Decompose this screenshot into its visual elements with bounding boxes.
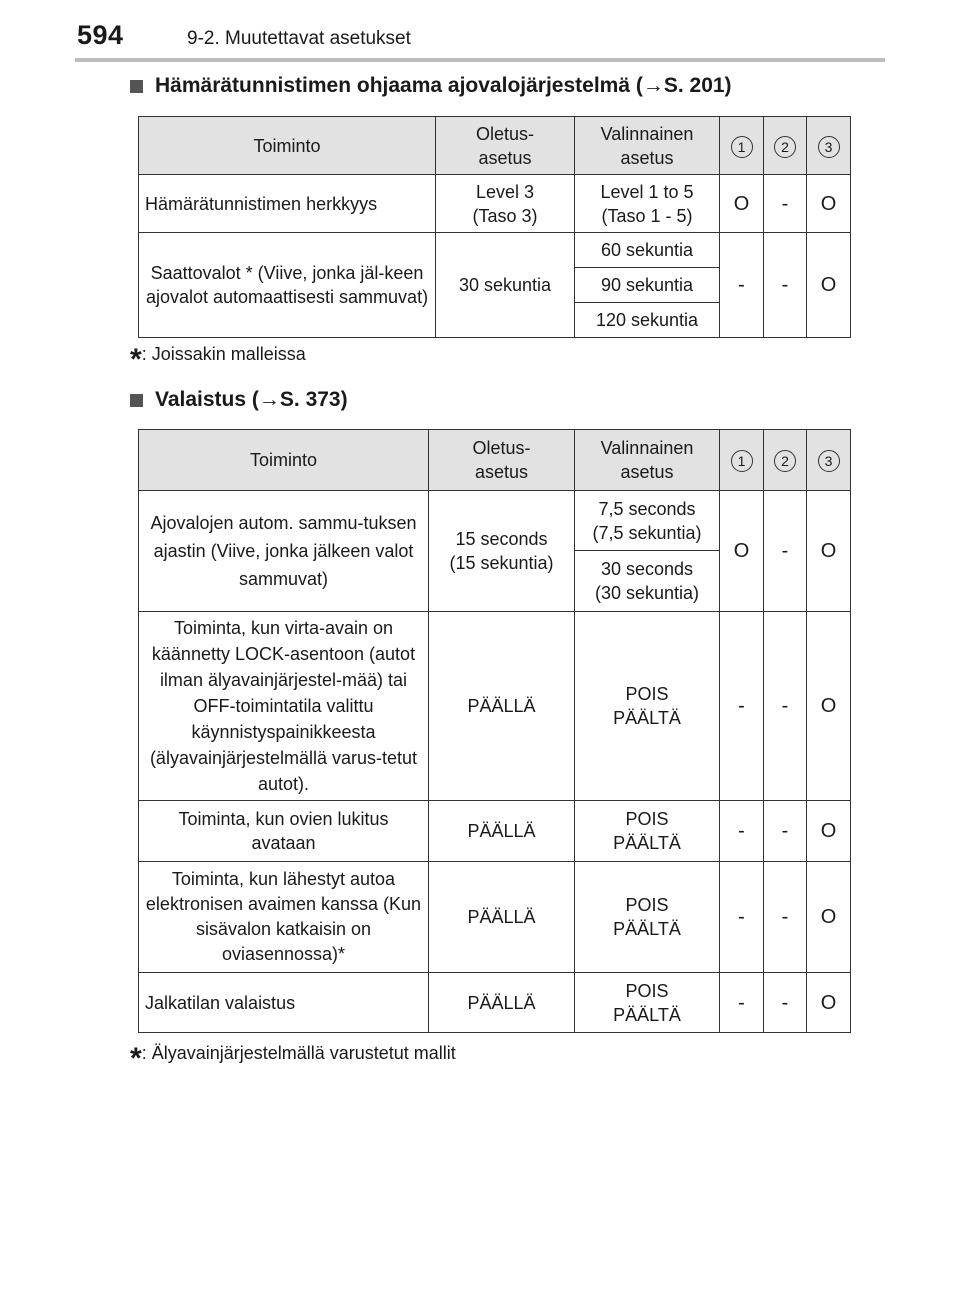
arrow-right-icon: → xyxy=(258,388,280,411)
default-cell: Level 3 (Taso 3) xyxy=(436,175,575,233)
table-header-row xyxy=(139,117,851,175)
column-header-optional: Valinnainen asetus xyxy=(575,117,720,175)
setting-mark-1: - xyxy=(720,801,764,862)
function-cell: Toiminta, kun virta-avain on käännetty LOCK-asentoon (autot ilman älyavainjärjestel-mää) tai OFF-toimintatila valittu käynnistyspainikkeesta (älyavainjärjestelmällä varus-tetut autot). xyxy=(139,612,429,801)
setting-mark-2: - xyxy=(764,973,807,1033)
table-row xyxy=(139,233,851,268)
column-header-1 xyxy=(720,117,764,175)
setting-mark-3: O xyxy=(807,801,851,862)
column-header-function: Toiminto xyxy=(139,430,429,491)
default-cell: PÄÄLLÄ xyxy=(429,973,575,1033)
setting-mark-2: - xyxy=(764,612,807,801)
circled-number-3-icon: 3 xyxy=(818,450,840,472)
function-cell: Toiminta, kun ovien lukitus avataan xyxy=(139,801,429,862)
setting-mark-3: O xyxy=(807,612,851,801)
column-header-2 xyxy=(764,430,807,491)
setting-mark-1: - xyxy=(720,233,764,338)
page-number: 594 xyxy=(77,20,124,50)
default-cell: 15 seconds (15 sekuntia) xyxy=(429,491,575,612)
function-cell: Hämärätunnistimen herkkyys xyxy=(139,175,436,233)
setting-mark-1: O xyxy=(720,491,764,612)
optional-cell: POIS PÄÄLTÄ xyxy=(575,801,720,862)
column-header-optional: Valinnainen asetus xyxy=(575,430,720,491)
table-row xyxy=(139,973,851,1033)
setting-mark-2: - xyxy=(764,175,807,233)
square-bullet-icon xyxy=(130,80,143,93)
function-cell: Saattovalot * (Viive, jonka jäl-keen ajovalot automaattisesti sammuvat) xyxy=(139,233,436,338)
header-rule xyxy=(75,58,885,62)
setting-mark-1: - xyxy=(720,612,764,801)
circled-number-2-icon: 2 xyxy=(774,450,796,472)
arrow-right-icon: → xyxy=(642,74,664,97)
optional-cell: POIS PÄÄLTÄ xyxy=(575,612,720,801)
setting-mark-2: - xyxy=(764,862,807,973)
section-title: Valaistus ( xyxy=(155,388,259,411)
setting-mark-3: O xyxy=(807,973,851,1033)
setting-mark-3: O xyxy=(807,862,851,973)
column-header-2 xyxy=(764,117,807,175)
circled-number-3-icon: 3 xyxy=(818,136,840,158)
default-cell: 30 sekuntia xyxy=(436,233,575,338)
column-header-default: Oletus- asetus xyxy=(429,430,575,491)
default-cell: PÄÄLLÄ xyxy=(429,801,575,862)
optional-cell: POIS PÄÄLTÄ xyxy=(575,973,720,1033)
setting-mark-2: - xyxy=(764,233,807,338)
setting-mark-3: O xyxy=(807,491,851,612)
footnote-some-models: *: Joissakin malleissa xyxy=(130,343,306,376)
circled-number-2-icon: 2 xyxy=(774,136,796,158)
column-header-default: Oletus- asetus xyxy=(436,117,575,175)
setting-mark-3: O xyxy=(807,233,851,338)
column-header-1 xyxy=(720,430,764,491)
column-header-3 xyxy=(807,430,851,491)
section-heading-lighting xyxy=(130,388,348,412)
section-title: Hämärätunnistimen ohjaama ajovalojärjestelmä ( xyxy=(155,74,643,97)
column-header-function: Toiminto xyxy=(139,117,436,175)
page-reference: S. 201) xyxy=(663,74,732,97)
optional-cell: POIS PÄÄLTÄ xyxy=(575,862,720,973)
setting-mark-1: - xyxy=(720,862,764,973)
setting-mark-2: - xyxy=(764,491,807,612)
section-heading-headlight-system xyxy=(130,74,732,98)
setting-mark-2: - xyxy=(764,801,807,862)
optional-cell: 90 sekuntia xyxy=(575,268,720,303)
optional-cell: 7,5 seconds (7,5 sekuntia) xyxy=(575,491,720,551)
setting-mark-1: O xyxy=(720,175,764,233)
function-cell: Ajovalojen autom. sammu-tuksen ajastin (Viive, jonka jälkeen valot sammuvat) xyxy=(139,491,429,612)
table-row xyxy=(139,175,851,233)
optional-cell: 60 sekuntia xyxy=(575,233,720,268)
table-header-row xyxy=(139,430,851,491)
settings-table-headlights xyxy=(138,116,851,338)
function-cell: Toiminta, kun lähestyt autoa elektronisen avaimen kanssa (Kun sisävalon katkaisin on oviasennossa)* xyxy=(139,862,429,973)
circled-number-1-icon: 1 xyxy=(731,450,753,472)
table-row xyxy=(139,862,851,973)
circled-number-1-icon: 1 xyxy=(731,136,753,158)
column-header-3 xyxy=(807,117,851,175)
optional-cell: Level 1 to 5 (Taso 1 - 5) xyxy=(575,175,720,233)
running-header: 9-2. Muutettavat asetukset xyxy=(187,28,411,49)
optional-cell: 30 seconds (30 sekuntia) xyxy=(575,551,720,612)
settings-table-lighting xyxy=(138,429,851,1033)
default-cell: PÄÄLLÄ xyxy=(429,862,575,973)
default-cell: PÄÄLLÄ xyxy=(429,612,575,801)
page-reference: S. 373) xyxy=(279,388,348,411)
setting-mark-1: - xyxy=(720,973,764,1033)
table-row xyxy=(139,801,851,862)
setting-mark-3: O xyxy=(807,175,851,233)
table-row xyxy=(139,491,851,551)
optional-cell: 120 sekuntia xyxy=(575,303,720,338)
table-row xyxy=(139,612,851,801)
function-cell: Jalkatilan valaistus xyxy=(139,973,429,1033)
square-bullet-icon xyxy=(130,394,143,407)
footnote-smart-key-models: *: Älyavainjärjestelmällä varustetut mallit xyxy=(130,1042,456,1075)
